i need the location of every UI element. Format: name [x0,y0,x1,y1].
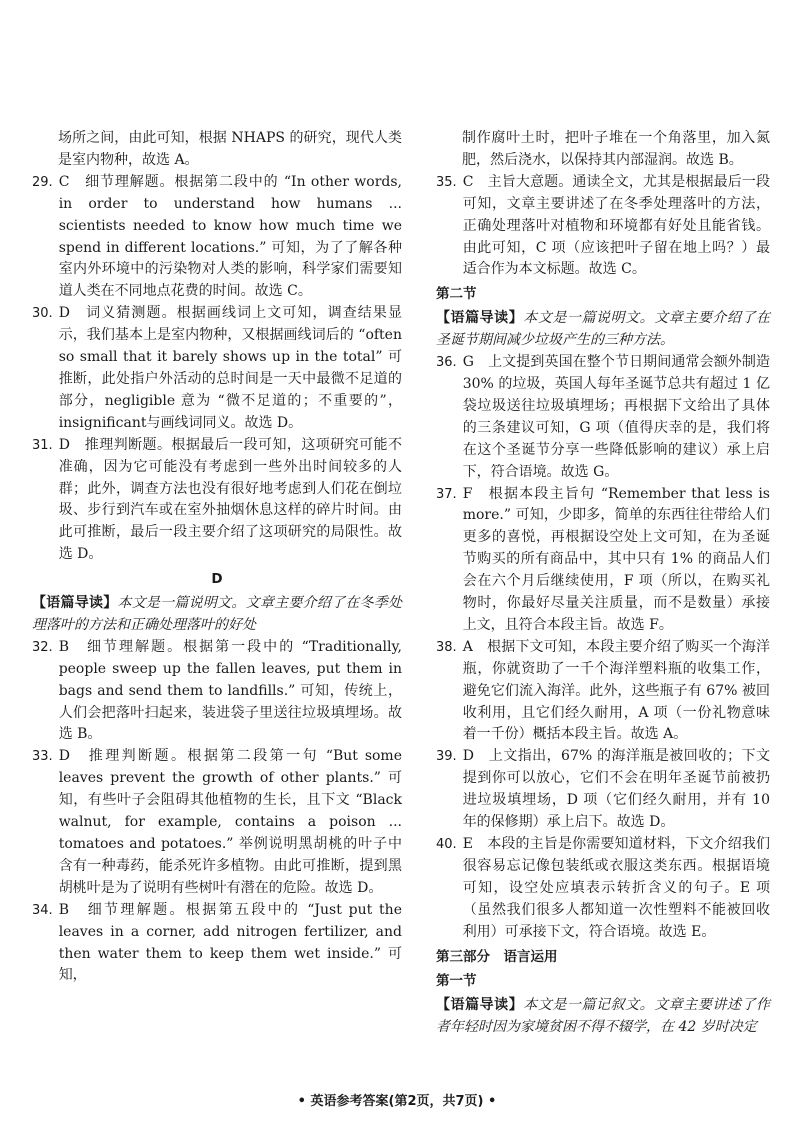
guide-tag: 【语篇导读】 [436,310,524,327]
question-number: 35. [436,174,457,190]
passage-guide-2 [436,308,770,352]
question-number: 33. [32,749,53,765]
passage-guide-3 [436,995,770,1039]
question-number: 30. [32,306,53,322]
question-number: 37. [436,486,457,502]
answer-text: C 细节理解题。根据第二段中的 “In other words, in order to understand how humans ... scientists needed to know how much time we spend in different locations.” 可知，为了了解各种室内外环境中的污染物对人类的影响，科学家们需要知道人类在不同地点花费的时间。故选 C。 [58,173,402,300]
question-number: 39. [436,749,457,765]
answer-text: F 根据本段主旨句 “Remember that less is more.” 可知，少即多，简单的东西往往带给人们更多的喜悦，再根据设空处上文可知，在为圣诞节购买的所有商品中，其中只有 1% 的商品人们会在六个月后继续使用，F 项（所以，在购买礼物时，你最好尽量关注质量，而不是数量）承接上文，且符合本段主旨。故选 F。 [462,485,770,633]
answer-text: C 主旨大意题。通读全文，尤其是根据最后一段可知，文章主要讲述了在冬季处理落叶的方法，正确处理落叶对植物和环境都有好处且能省钱。由此可知，C 项（应该把叶子留在地上吗？）最适合作为本文标题。故选 C。 [462,173,770,278]
answer-31 [32,435,402,566]
question-number: 38. [436,639,457,655]
intro-paragraph: 制作腐叶土时，把叶子堆在一个角落里，加入氮肥，然后浇水，以保持其内部湿润。故选 B。 [462,130,770,168]
answer-text: G 上文提到英国在整个节日期间通常会额外制造 30% 的垃圾，英国人每年圣诞节总共有超过 1 亿袋垃圾送往垃圾填埋场；再根据下文给出了具体的三条建议可知，G 项（值得庆幸的是，我们将在这个圣诞节分享一些降低影响的建议）承上启下，符合语境。故选 G。 [462,354,770,480]
answer-33 [32,746,402,899]
answer-37 [436,484,770,637]
answer-32 [32,637,402,747]
answer-text: E 本段的主旨是你需要知道材料，下文介绍我们很容易忘记像包装纸或衣服这类东西。根据语境可知，设空处应填表示转折含义的句子。E 项（虽然我们很多人都知道一次性塑料不能被回收利用）可承接下文，符合语境。故选 E。 [462,836,770,940]
answer-36 [436,352,770,483]
answer-29 [32,172,402,303]
question-number: 32. [32,639,53,655]
question-number: 40. [436,837,457,852]
answer-text: D 推理判断题。根据第二段第一句 “But some leaves prevent the growth of other plants.” 可知，有些叶子会阻碍其他植物的生长，且下文 “Black walnut, for example, contains a poison ... tomatoes and potatoes.” 举例说明黑胡桃的叶子中含有一种毒药，能杀死许多植物。由此可推断，提到黑胡桃叶是为了说明有些树叶有潜在的危险。故选 D。 [58,748,402,896]
answer-text: B 细节理解题。根据第五段中的 “Just put the leaves in a corner, add nitrogen fertilizer, and then water them to keep them wet inside.” 可知， [58,901,402,984]
answer-34 [32,900,402,988]
question-number: 29. [32,174,53,190]
left-column [32,128,402,987]
section-heading-1: 第一节 [436,973,477,990]
answer-30 [32,303,402,434]
answer-40 [436,834,770,944]
answer-38 [436,637,770,747]
right-column [436,128,770,1039]
guide-text: 本文是一篇记叙文。文章主要讲述了作者年轻时因为家境贫困不得不辍学，在 42 岁时决定 [436,997,771,1036]
section-heading-2: 第二节 [436,286,477,303]
guide-text: 本文是一篇说明文。文章主要介绍了在圣诞节期间减少垃圾产生的三种方法。 [436,310,771,349]
question-number: 31. [32,437,53,453]
answer-39 [436,746,770,834]
guide-text: 本文是一篇说明文。文章主要介绍了在冬季处理落叶的方法和正确处理落叶的好处 [32,595,403,633]
answer-text: A 根据下文可知，本段主要介绍了购买一个海洋瓶，你就资助了一千个海洋塑料瓶的收集工作，避免它们流入海洋。此外，这些瓶子有 67% 被回收利用，且它们经久耐用，A 项（一份礼物意味着一千份）概括本段主旨。故选 A。 [462,638,770,743]
section-heading-d: D [211,571,223,588]
answer-text: B 细节理解题。根据第一段中的 “Traditionally, people sweep up the fallen leaves, put them in bags and send them to landfills.” 可知，传统上，人们会把落叶扫起来，装进袋子里送往垃圾填埋场。故选 B。 [58,638,402,743]
answer-text: D 推理判断题。根据最后一段可知，这项研究可能不准确，因为它可能没有考虑到一些外出时间较多的人群；此外，调查方法也没有很好地考虑到人们花在倒垃圾、步行到汽车或在室外抽烟休息这样的碎片时间。由此可推断，最后一段主要介绍了这项研究的局限性。故选 D。 [58,436,402,563]
answer-text: D 词义猜测题。根据画线词上文可知，调查结果显示，我们基本上是室内物种，又根据画线词后的 “often so small that it barely shows up in the total” 可推断，此处指户外活动的总时间是一天中最微不足道的部分，negligible 意为 “微不足道的；不重要的”，insignificant与画线词同义。故选 D。 [58,305,402,431]
intro-paragraph: 场所之间，由此可知，根据 NHAPS 的研究，现代人类是室内物种，故选 A。 [58,130,402,168]
passage-guide-d [32,593,402,637]
question-number: 36. [436,355,457,371]
answer-text: D 上文指出，67% 的海洋瓶是被回收的；下文提到你可以放心，它们不会在明年圣诞节前被扔进垃圾填埋场，D 项（它们经久耐用，并有 10 年的保修期）承上启下。故选 D。 [462,748,770,831]
part-heading-3: 第三部分 语言运用 [436,948,558,965]
guide-tag: 【语篇导读】 [436,997,524,1014]
page-footer: • 英语参考答案(第2页，共7页) • [297,1094,497,1109]
answer-35 [436,172,770,282]
guide-tag: 【语篇导读】 [32,595,118,612]
question-number: 34. [32,902,53,918]
